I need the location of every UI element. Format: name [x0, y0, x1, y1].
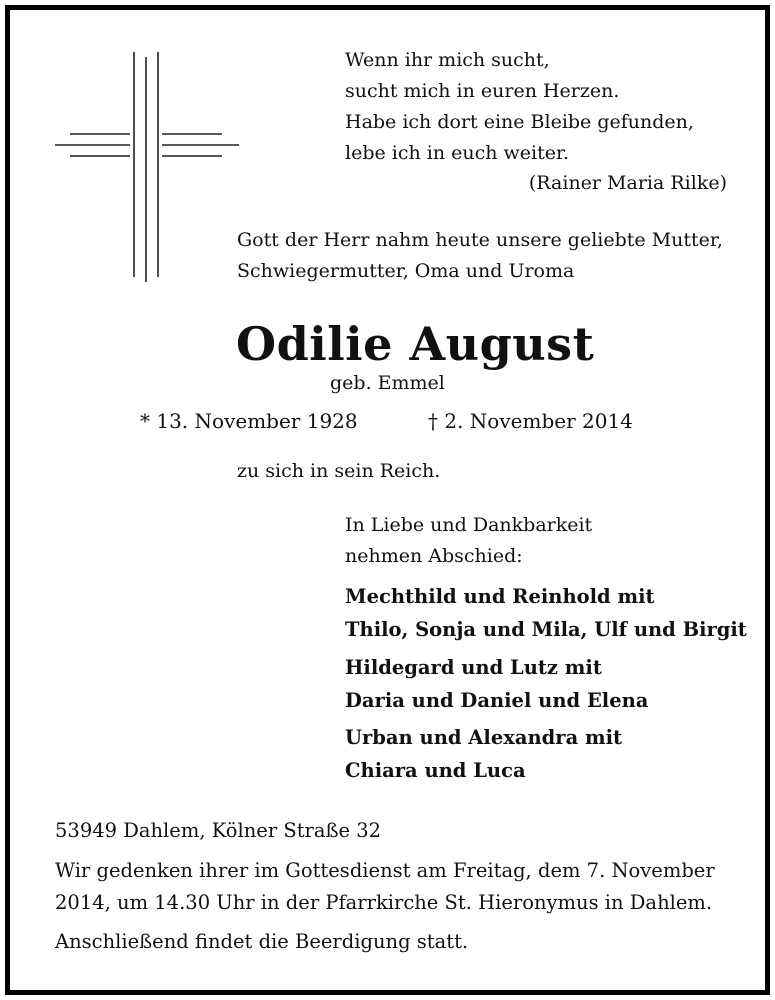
service-notice	[55, 855, 715, 919]
farewell-text	[345, 510, 592, 572]
intro-text	[237, 225, 723, 287]
family-line: Thilo, Sonja und Mila, Ulf und Birgit	[345, 618, 747, 641]
service-line: Wir gedenken ihrer im Gottesdienst am Freitag, dem 7. November	[55, 859, 715, 882]
death-date: † 2. November 2014	[428, 409, 633, 433]
family-line: Urban und Alexandra mit	[345, 726, 623, 749]
poem	[345, 45, 694, 169]
address: 53949 Dahlem, Kölner Straße 32	[55, 819, 382, 842]
poem-line: lebe ich in euch weiter.	[345, 142, 570, 164]
cross-icon	[52, 52, 242, 282]
family-line: Mechthild und Reinhold mit	[345, 585, 655, 608]
poem-line: Wenn ihr mich sucht,	[345, 49, 550, 71]
farewell-line: nehmen Abschied:	[345, 545, 523, 567]
poem-line: sucht mich in euren Herzen.	[345, 80, 620, 102]
closing-phrase: zu sich in sein Reich.	[237, 460, 441, 482]
intro-line: Schwiegermutter, Oma und Uroma	[237, 260, 575, 282]
family-group	[345, 580, 747, 646]
poem-line: Habe ich dort eine Bleibe gefunden,	[345, 111, 694, 133]
family-line: Hildegard und Lutz mit	[345, 656, 602, 679]
birth-date: * 13. November 1928	[140, 409, 358, 433]
deceased-name: Odilie August	[236, 317, 595, 371]
family-line: Chiara und Luca	[345, 759, 526, 782]
service-line: 2014, um 14.30 Uhr in der Pfarrkirche St. Hieronymus in Dahlem.	[55, 891, 713, 914]
family-group	[345, 651, 648, 717]
family-line: Daria und Daniel und Elena	[345, 689, 649, 712]
farewell-line: In Liebe und Dankbarkeit	[345, 514, 593, 536]
family-group	[345, 721, 622, 787]
maiden-name: geb. Emmel	[330, 372, 445, 394]
poem-author: (Rainer Maria Rilke)	[528, 172, 727, 194]
intro-line: Gott der Herr nahm heute unsere geliebte Mutter,	[237, 229, 723, 251]
final-note: Anschließend findet die Beerdigung statt.	[55, 930, 469, 953]
